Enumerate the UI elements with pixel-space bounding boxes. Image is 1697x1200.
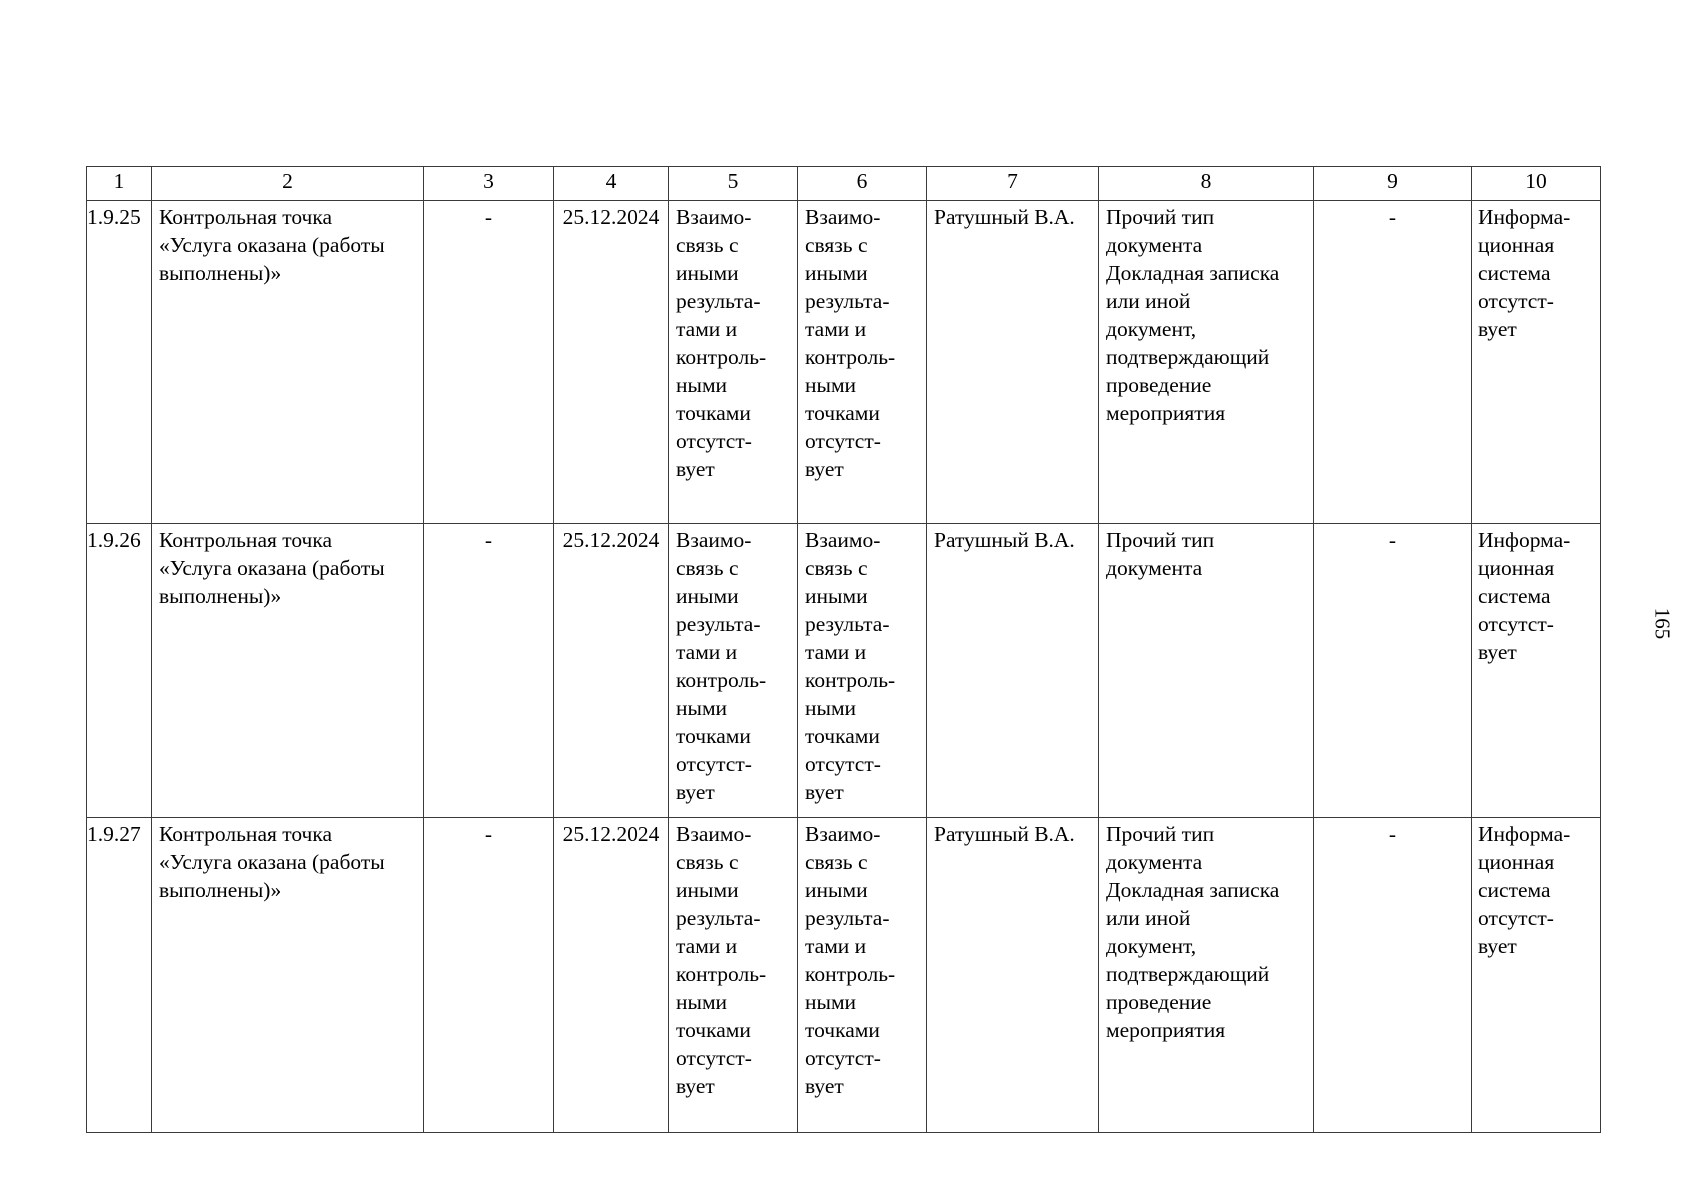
control-point-name: Контрольная точка «Услуга оказана (работы выполнены)» [152, 818, 424, 1133]
information-system: Информа- ционная система отсутст- вует [1472, 524, 1601, 818]
relation-cell: Взаимо- связь с иными результа- тами и контроль- ными точками отсутст- вует [798, 818, 927, 1133]
control-point-name: Контрольная точка «Услуга оказана (работы выполнены)» [152, 201, 424, 524]
row-number: 1.9.25 [87, 201, 152, 524]
date-cell: 25.12.2024 [554, 201, 669, 524]
header-cell: 9 [1314, 167, 1472, 201]
header-cell: 10 [1472, 167, 1601, 201]
page-number: 165 [1650, 607, 1675, 640]
document-type: Прочий тип документа [1099, 524, 1314, 818]
responsible-person: Ратушный В.А. [927, 201, 1099, 524]
header-cell: 5 [669, 167, 798, 201]
empty-value-cell: - [424, 818, 554, 1133]
responsible-person: Ратушный В.А. [927, 524, 1099, 818]
document-type: Прочий тип документа Докладная записка или иной документ, подтверждающий проведение мероприятия [1099, 818, 1314, 1133]
header-cell: 7 [927, 167, 1099, 201]
relation-cell: Взаимо- связь с иными результа- тами и контроль- ными точками отсутст- вует [798, 524, 927, 818]
document-type: Прочий тип документа Докладная записка или иной документ, подтверждающий проведение мероприятия [1099, 201, 1314, 524]
responsible-person: Ратушный В.А. [927, 818, 1099, 1133]
control-point-name: Контрольная точка «Услуга оказана (работы выполнены)» [152, 524, 424, 818]
control-points-table [86, 166, 1601, 1133]
header-cell: 2 [152, 167, 424, 201]
relation-cell: Взаимо- связь с иными результа- тами и контроль- ными точками отсутст- вует [669, 818, 798, 1133]
date-cell: 25.12.2024 [554, 818, 669, 1133]
table-header-row [87, 167, 1601, 201]
header-cell: 8 [1099, 167, 1314, 201]
empty-value-cell: - [424, 201, 554, 524]
empty-value-cell: - [424, 524, 554, 818]
empty-value-cell: - [1314, 818, 1472, 1133]
header-cell: 6 [798, 167, 927, 201]
header-cell: 3 [424, 167, 554, 201]
header-cell: 1 [87, 167, 152, 201]
header-cell: 4 [554, 167, 669, 201]
table-row [87, 201, 1601, 524]
empty-value-cell: - [1314, 524, 1472, 818]
table-row [87, 818, 1601, 1133]
relation-cell: Взаимо- связь с иными результа- тами и контроль- ными точками отсутст- вует [669, 524, 798, 818]
row-number: 1.9.27 [87, 818, 152, 1133]
table-row [87, 524, 1601, 818]
date-cell: 25.12.2024 [554, 524, 669, 818]
relation-cell: Взаимо- связь с иными результа- тами и контроль- ными точками отсутст- вует [669, 201, 798, 524]
row-number: 1.9.26 [87, 524, 152, 818]
empty-value-cell: - [1314, 201, 1472, 524]
information-system: Информа- ционная система отсутст- вует [1472, 201, 1601, 524]
information-system: Информа- ционная система отсутст- вует [1472, 818, 1601, 1133]
relation-cell: Взаимо- связь с иными результа- тами и контроль- ными точками отсутст- вует [798, 201, 927, 524]
